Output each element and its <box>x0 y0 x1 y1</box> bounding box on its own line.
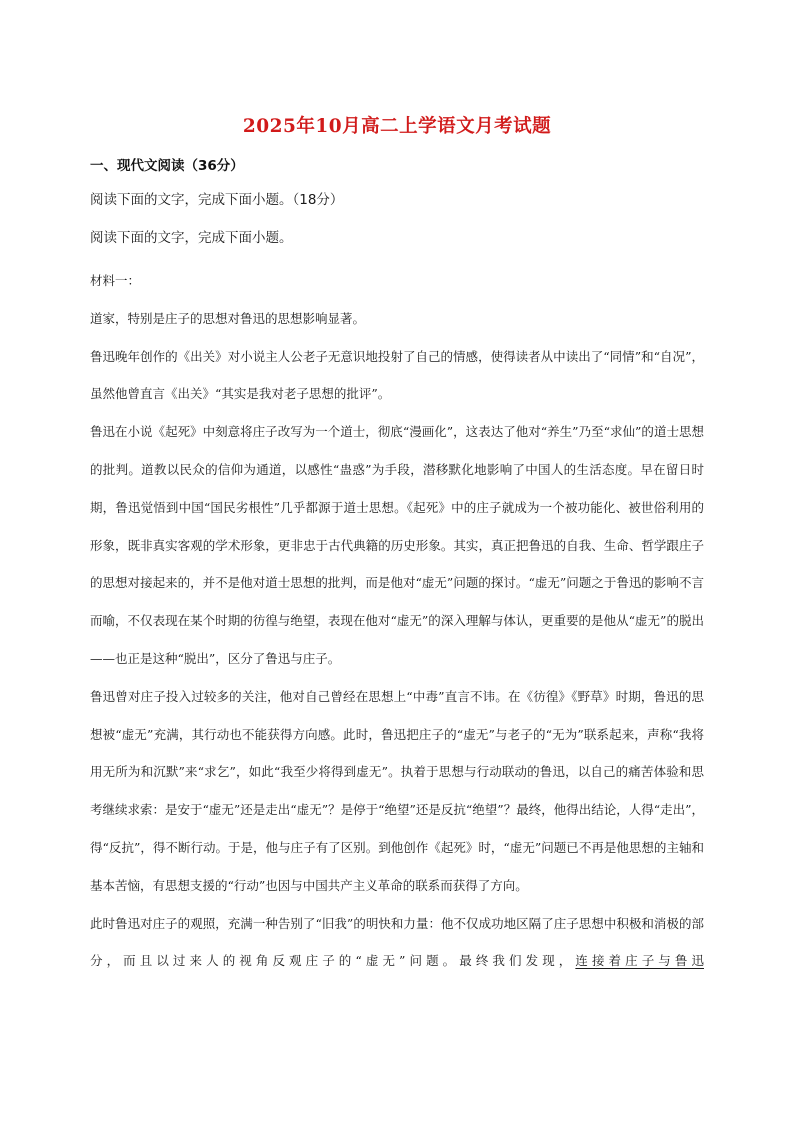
page-title: 2025年10月高二上学语文月考试题 <box>242 116 552 137</box>
paragraph-5 <box>90 905 704 981</box>
paragraph-4: 鲁迅曾对庄子投入过较多的关注，他对自己曾经在思想上“中毒”直言不讳。在《彷徨》《野草》时期，鲁迅的思想被“虚无”充满，其行动也不能获得方向感。此时，鲁迅把庄子的“虚无”与老子的“无为”联系起来，声称“我将用无所为和沉默”来“求乞”，如此“我至少将得到虚无”。执着于思想与行动联动的鲁迅，以自己的痛苦体验和思考继续求索：是安于“虚无”还是走出“虚无”？是停于“绝望”还是反抗“绝望”？最终，他得出结论，人得“走出”，得“反抗”，得不断行动。于是，他与庄子有了区别。到他创作《起死》时，“虚无”问题已不再是他思想的主轴和基本苦恼，有思想支援的“行动”也因与中国共产主义革命的联系而获得了方向。 <box>90 688 704 893</box>
material-label: 材料一： <box>90 273 141 288</box>
paragraph-2: 鲁迅晚年创作的《出关》对小说主人公老子无意识地投射了自己的情感，使得读者从中读出了“同情”和“自况”，虽然他曾直言《出关》“其实是我对老子思想的批评”。 <box>90 348 704 402</box>
paragraph-5-text: 此时鲁迅对庄子的观照，充满一种告别了“旧我”的明快和力量：他不仅成功地区隔了庄子思想中积极和消极的部分，而且以过来人的视角反观庄子的“虚无”问题。最终我们发现， <box>90 915 704 969</box>
instruction-secondary: 阅读下面的文字，完成下面小题。 <box>90 230 293 246</box>
instruction-primary: 阅读下面的文字，完成下面小题。（18分） <box>90 192 344 208</box>
section-heading: 一、现代文阅读（36分） <box>90 158 244 174</box>
reading-material <box>90 262 704 980</box>
underlined-phrase: 连接着庄子与鲁迅 <box>575 953 704 969</box>
paragraph-1: 道家，特别是庄子的思想对鲁迅的思想影响显著。 <box>90 310 366 326</box>
paragraph-3: 鲁迅在小说《起死》中刻意将庄子改写为一个道士，彻底“漫画化”，这表达了他对“养生”乃至“求仙”的道士思想的批判。道教以民众的信仰为通道，以感性“蛊惑”为手段，潜移默化地影响了中国人的生活态度。早在留日时期，鲁迅觉悟到中国“国民劣根性”几乎都源于道士思想。《起死》中的庄子就成为一个被功能化、被世俗利用的形象，既非真实客观的学术形象，更非忠于古代典籍的历史形象。其实，真正把鲁迅的自我、生命、哲学跟庄子的思想对接起来的，并不是他对道士思想的批判，而是他对“虚无”问题的探讨。“虚无”问题之于鲁迅的影响不言而喻，不仅表现在某个时期的彷徨与绝望，表现在他对“虚无”的深入理解与体认，更重要的是他从“虚无”的脱出——也正是这种“脱出”，区分了鲁迅与庄子。 <box>90 424 704 666</box>
